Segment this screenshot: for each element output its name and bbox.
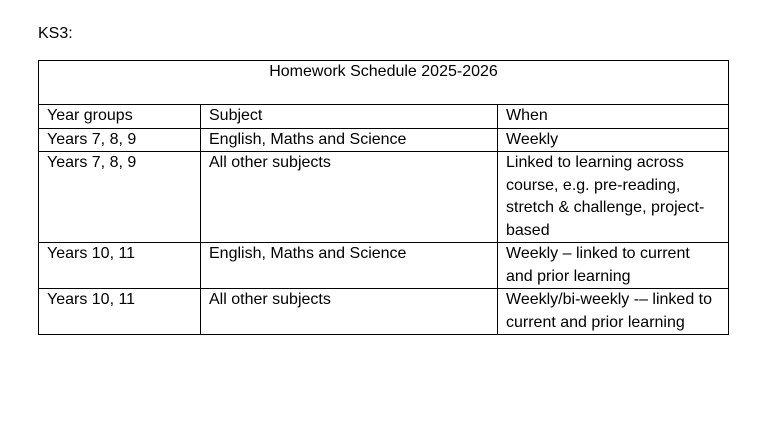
table-row [39, 152, 729, 243]
cell-when: Linked to learning across course, e.g. pre-reading, stretch & challenge, project-based [498, 152, 729, 243]
cell-year: Years 7, 8, 9 [39, 128, 201, 152]
header-year-groups: Year groups [39, 105, 201, 129]
section-label: KS3: [38, 25, 73, 42]
cell-year: Years 10, 11 [39, 289, 201, 335]
cell-subject: English, Maths and Science [201, 243, 498, 289]
table-row [39, 243, 729, 289]
header-when: When [498, 105, 729, 129]
table-title-row [39, 61, 729, 105]
cell-when: Weekly – linked to current and prior learning [498, 243, 729, 289]
cell-year: Years 10, 11 [39, 243, 201, 289]
cell-subject: All other subjects [201, 289, 498, 335]
table-title: Homework Schedule 2025-2026 [39, 61, 729, 105]
cell-subject: English, Maths and Science [201, 128, 498, 152]
cell-subject: All other subjects [201, 152, 498, 243]
cell-when: Weekly/bi-weekly -– linked to current and prior learning [498, 289, 729, 335]
cell-year: Years 7, 8, 9 [39, 152, 201, 243]
header-subject: Subject [201, 105, 498, 129]
table-header-row [39, 105, 729, 129]
cell-when: Weekly [498, 128, 729, 152]
table-row [39, 289, 729, 335]
homework-schedule-table [38, 60, 729, 335]
table-row [39, 128, 729, 152]
